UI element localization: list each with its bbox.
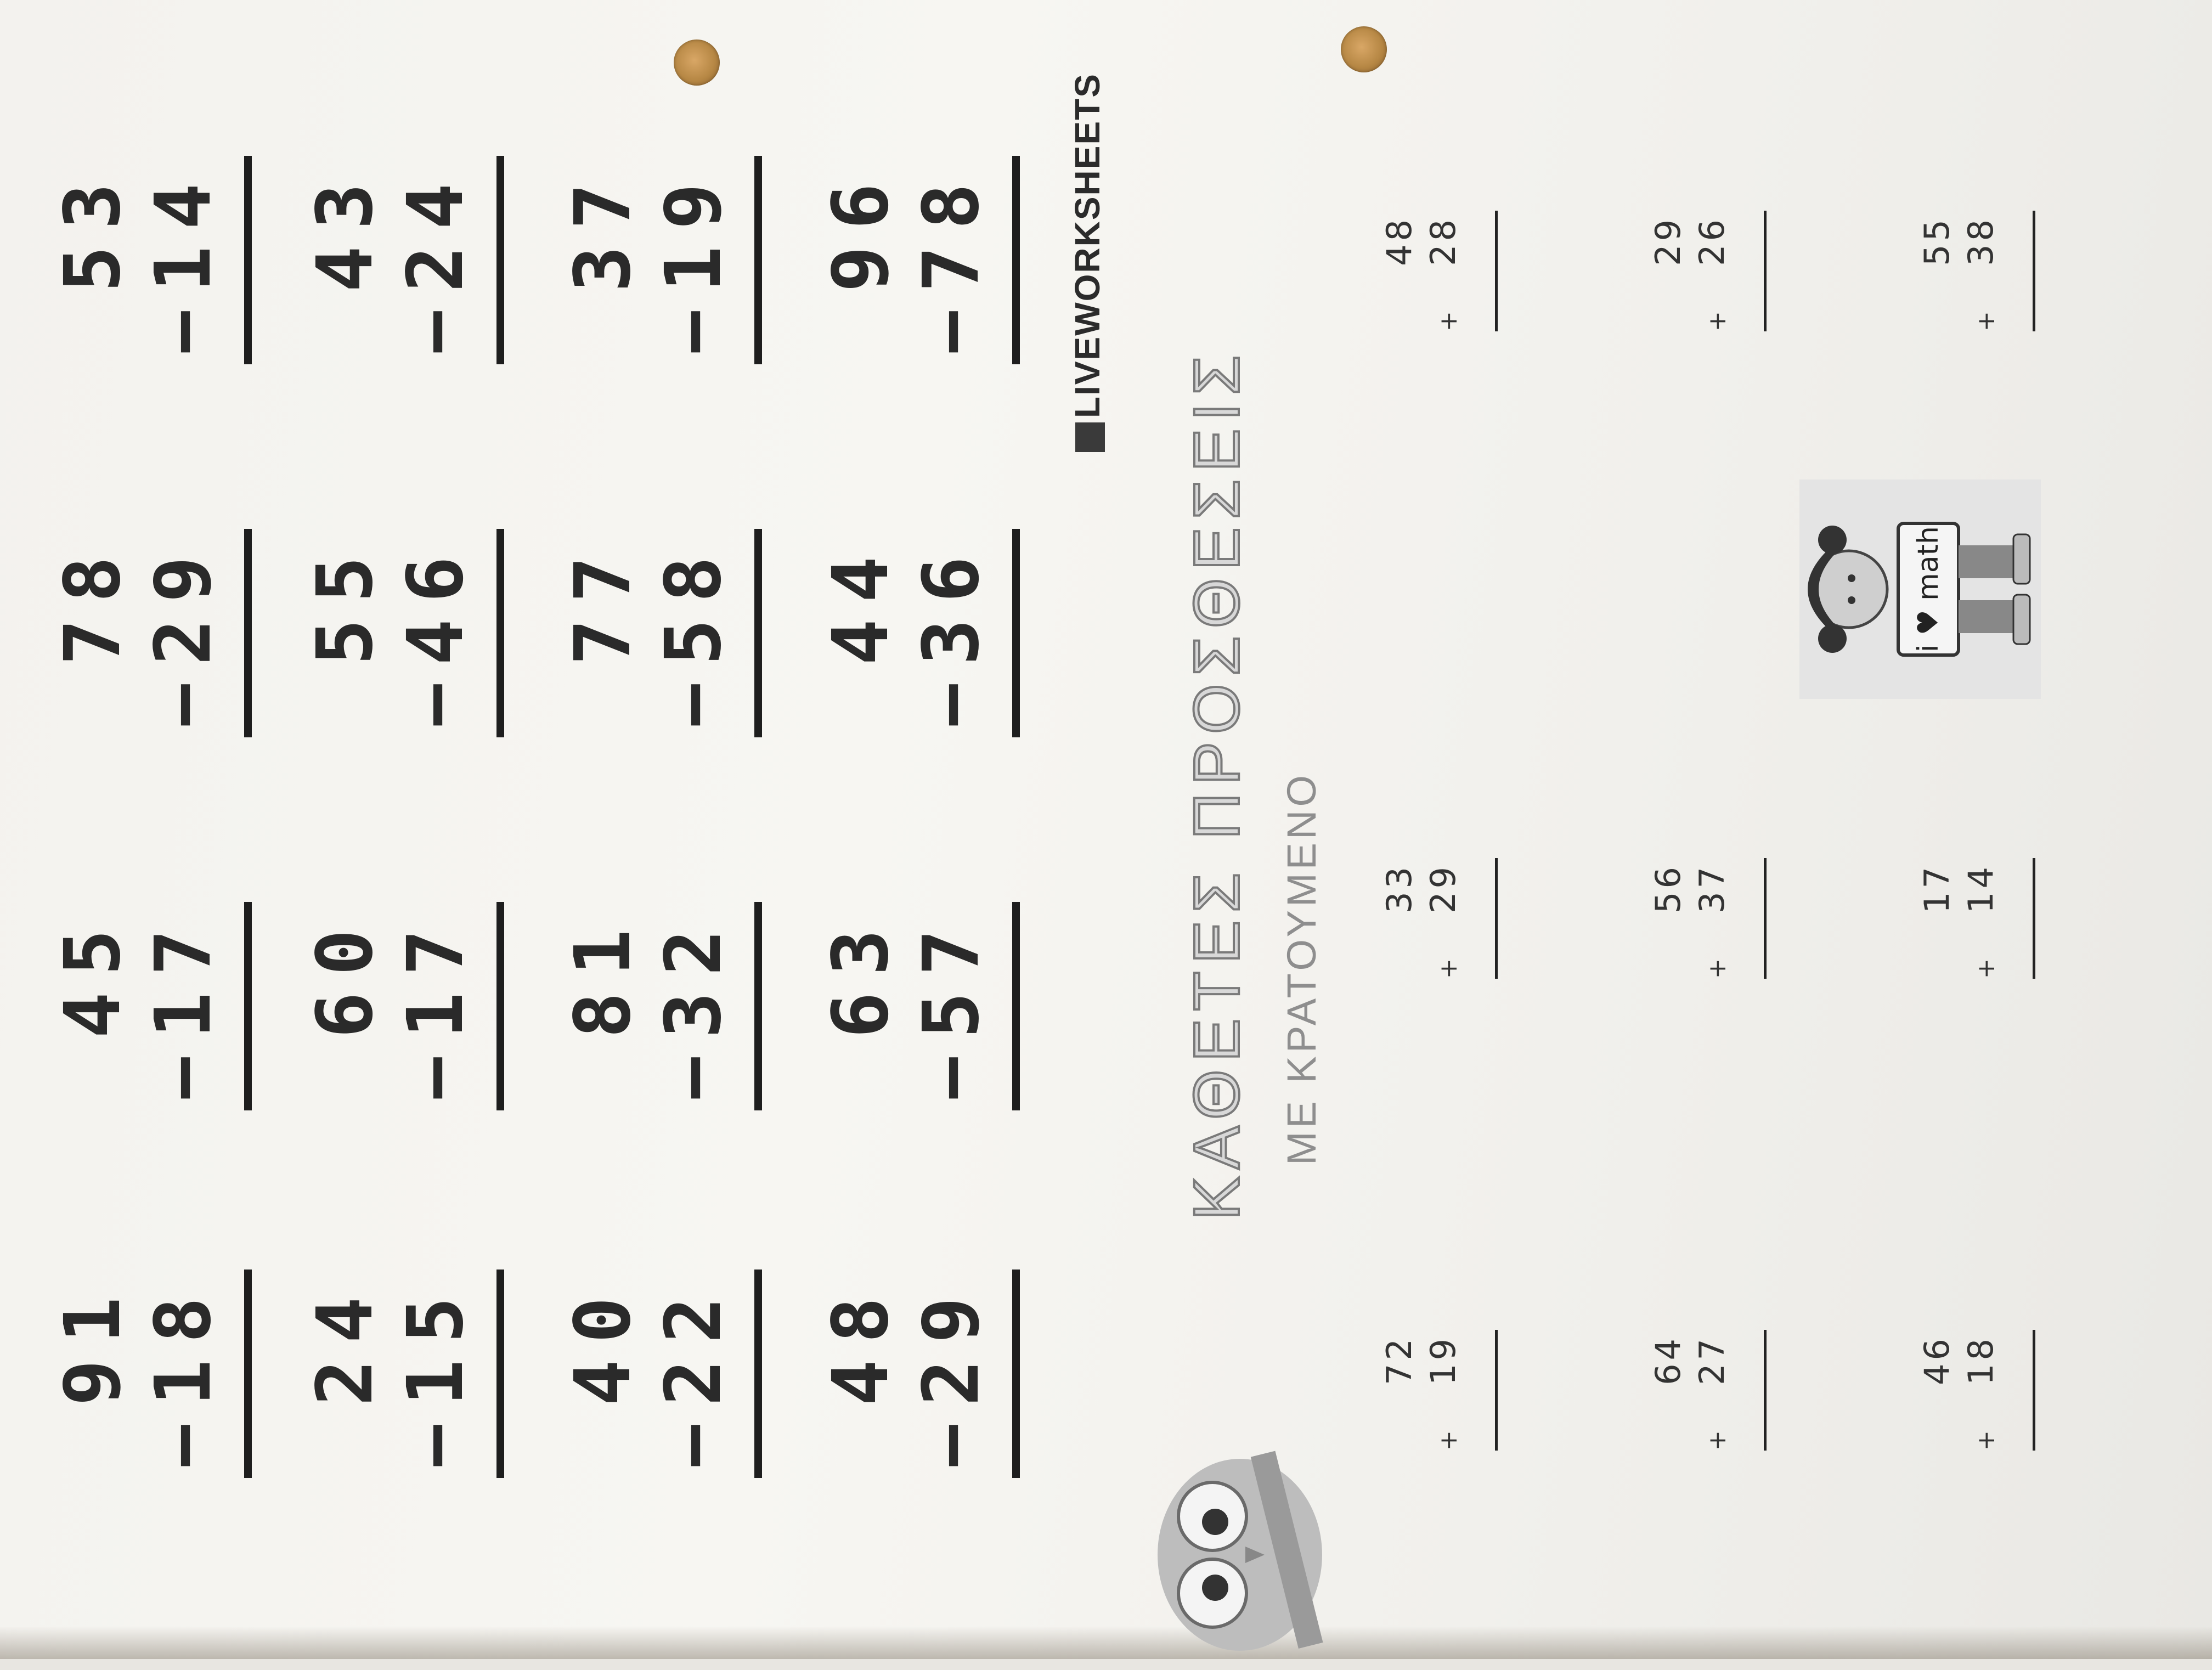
- subtraction-problem: [816, 1270, 1037, 1478]
- addend-bottom: 38: [1961, 216, 2001, 266]
- answer-line: [1495, 1330, 1498, 1451]
- girl-math-sign-illustration: [1788, 474, 2041, 704]
- minuend: 24: [301, 1280, 390, 1406]
- plus-sign: +: [1703, 311, 1731, 331]
- answer-line: [754, 1270, 762, 1478]
- owl-illustration: [1130, 1440, 1328, 1670]
- subtrahend: −29: [139, 540, 228, 728]
- subtraction-problem: [301, 902, 521, 1110]
- addition-problem: [1379, 858, 1509, 979]
- subtraction-problem: [301, 529, 521, 737]
- addend-bottom: 37: [1692, 864, 1732, 913]
- plus-sign: +: [1435, 311, 1463, 331]
- subtraction-problem: [558, 156, 779, 364]
- subtrahend: −15: [391, 1280, 481, 1469]
- subtrahend: −14: [139, 167, 228, 355]
- addition-problem: [1379, 1330, 1509, 1451]
- answer-line: [2033, 858, 2035, 979]
- addend-top: 56: [1648, 864, 1688, 913]
- answer-line: [244, 1270, 252, 1478]
- plus-sign: +: [1435, 958, 1463, 979]
- subtraction-problem: [558, 902, 779, 1110]
- subtrahend: −29: [907, 1280, 996, 1469]
- answer-line: [2033, 211, 2035, 331]
- answer-line: [1764, 211, 1767, 331]
- sign-text: i ♥ math: [1912, 526, 1945, 652]
- answer-line: [1012, 902, 1020, 1110]
- subtrahend: −32: [649, 913, 738, 1101]
- subtrahend: −18: [139, 1280, 228, 1469]
- plus-sign: +: [1703, 958, 1731, 979]
- subtrahend: −19: [649, 167, 738, 355]
- minuend: 60: [301, 913, 390, 1039]
- answer-line: [244, 156, 252, 364]
- subtrahend: −57: [907, 913, 996, 1101]
- subtrahend: −46: [391, 540, 481, 728]
- addition-problem: [1648, 858, 1778, 979]
- answer-line: [754, 529, 762, 737]
- addend-top: 33: [1379, 864, 1419, 913]
- addend-top: 48: [1379, 216, 1419, 266]
- subtrahend: −58: [649, 540, 738, 728]
- subtraction-problem: [558, 1270, 779, 1478]
- addition-problem: [1379, 211, 1509, 331]
- addend-top: 55: [1917, 216, 1957, 266]
- addend-bottom: 27: [1692, 1335, 1732, 1385]
- answer-line: [1495, 858, 1498, 979]
- addend-bottom: 29: [1423, 864, 1463, 913]
- addend-top: 64: [1648, 1335, 1688, 1385]
- subtraction-problem: [816, 156, 1037, 364]
- minuend: 45: [48, 913, 138, 1039]
- addition-problem: [1917, 211, 2046, 331]
- answer-line: [1764, 1330, 1767, 1451]
- answer-line: [244, 902, 252, 1110]
- answer-line: [1012, 1270, 1020, 1478]
- answer-line: [1495, 211, 1498, 331]
- addend-bottom: 18: [1961, 1335, 2001, 1385]
- minuend: 96: [816, 167, 906, 292]
- minuend: 43: [301, 167, 390, 292]
- answer-line: [1012, 156, 1020, 364]
- subtraction-problem: [816, 529, 1037, 737]
- plus-sign: +: [1972, 1430, 2000, 1451]
- subtraction-problem: [48, 156, 269, 364]
- answer-line: [754, 156, 762, 364]
- subtraction-problem: [816, 902, 1037, 1110]
- subtrahend: −17: [139, 913, 228, 1101]
- minuend: 63: [816, 913, 906, 1039]
- addition-problem: [1917, 858, 2046, 979]
- minuend: 91: [48, 1280, 138, 1406]
- answer-line: [754, 902, 762, 1110]
- plus-sign: +: [1435, 1430, 1463, 1451]
- subtrahend: −24: [391, 167, 481, 355]
- liveworksheets-icon: [1075, 422, 1105, 452]
- minuend: 77: [558, 540, 648, 665]
- subtraction-problem: [301, 1270, 521, 1478]
- liveworksheets-logo: [1067, 73, 1108, 452]
- subtrahend: −17: [391, 913, 481, 1101]
- answer-line: [244, 529, 252, 737]
- addend-top: 46: [1917, 1335, 1957, 1385]
- minuend: 44: [816, 540, 906, 665]
- subtraction-problem: [48, 902, 269, 1110]
- minuend: 55: [301, 540, 390, 665]
- minuend: 37: [558, 167, 648, 292]
- subtrahend: −36: [907, 540, 996, 728]
- answer-line: [496, 156, 504, 364]
- minuend: 78: [48, 540, 138, 665]
- brand-name: LIVEWORKSHEETS: [1068, 73, 1107, 418]
- subtrahend: −78: [907, 167, 996, 355]
- addend-top: 17: [1917, 864, 1957, 913]
- addend-top: 72: [1379, 1335, 1419, 1385]
- plus-sign: +: [1972, 958, 2000, 979]
- addend-bottom: 19: [1423, 1335, 1463, 1385]
- plus-sign: +: [1972, 311, 2000, 331]
- worksheet-title: ΚΑΘΕΤΕΣ ΠΡΟΣΘΕΣΕΙΣ: [1181, 347, 1253, 1220]
- subtraction-problem: [558, 529, 779, 737]
- answer-line: [496, 902, 504, 1110]
- answer-line: [1764, 858, 1767, 979]
- subtraction-problem: [48, 1270, 269, 1478]
- minuend: 40: [558, 1280, 648, 1406]
- answer-line: [2033, 1330, 2035, 1451]
- subtraction-problem: [48, 529, 269, 737]
- subtraction-problem: [301, 156, 521, 364]
- answer-line: [496, 1270, 504, 1478]
- answer-line: [1012, 529, 1020, 737]
- addend-top: 29: [1648, 216, 1688, 266]
- minuend: 48: [816, 1280, 906, 1406]
- minuend: 81: [558, 913, 648, 1039]
- answer-line: [496, 529, 504, 737]
- addition-problem: [1917, 1330, 2046, 1451]
- worksheet-subtitle: ΜΕ ΚΡΑΤΟΥΜΕΝΟ: [1279, 771, 1324, 1165]
- addend-bottom: 14: [1961, 864, 2001, 913]
- addend-bottom: 26: [1692, 216, 1732, 266]
- minuend: 53: [48, 167, 138, 292]
- addend-bottom: 28: [1423, 216, 1463, 266]
- plus-sign: +: [1703, 1430, 1731, 1451]
- subtrahend: −22: [649, 1280, 738, 1469]
- addition-problem: [1648, 1330, 1778, 1451]
- addition-problem: [1648, 211, 1778, 331]
